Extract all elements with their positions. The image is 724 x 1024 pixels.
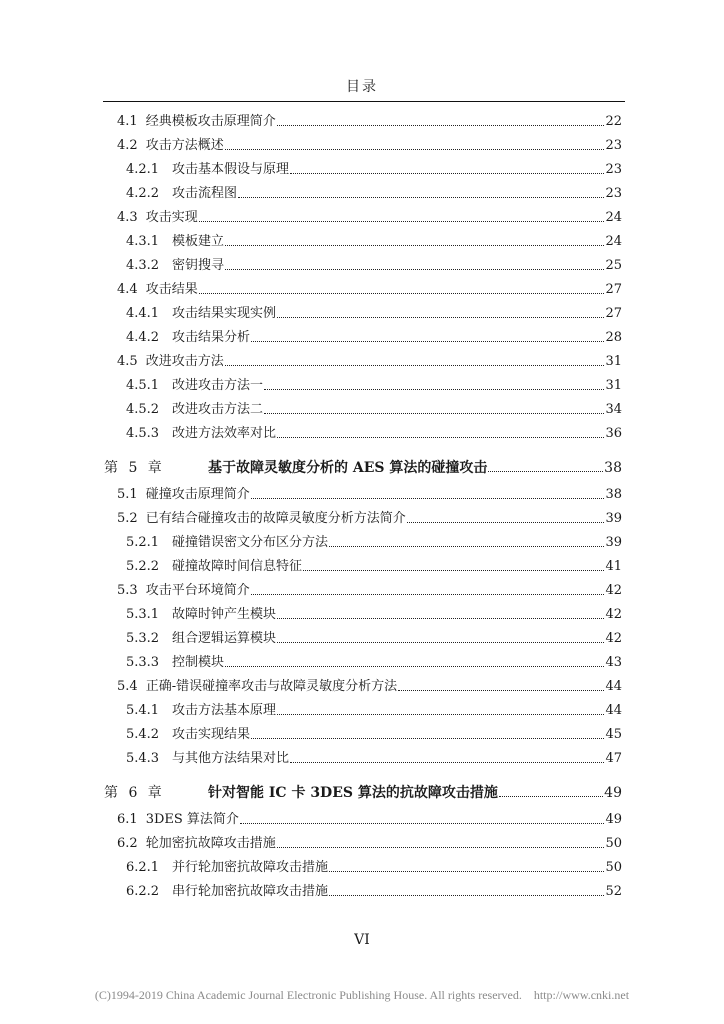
page-number: VI <box>354 932 370 948</box>
toc-entry-title: 攻击结果分析 <box>172 330 251 345</box>
toc-entry-page: 49 <box>604 785 622 801</box>
toc-entry-page: 41 <box>605 559 622 574</box>
toc-dot-leader <box>225 666 604 667</box>
toc-entry-page: 38 <box>605 487 622 502</box>
toc-chapter-entry[interactable] <box>0 452 724 476</box>
toc-entry-title: 改进方法效率对比 <box>172 426 277 441</box>
toc-entry-title: 攻击结果实现实例 <box>172 306 277 321</box>
toc-entry-title: 攻击方法概述 <box>145 138 224 153</box>
toc-subsection-entry[interactable] <box>0 527 724 551</box>
toc-entry-page: 23 <box>605 186 622 201</box>
toc-entry-title: 经典模板攻击原理简介 <box>145 114 276 129</box>
toc-dot-leader <box>329 546 604 547</box>
toc-section-entry[interactable] <box>0 106 724 130</box>
toc-dot-leader <box>398 690 604 691</box>
toc-dot-leader <box>277 125 605 126</box>
toc-dot-leader <box>240 823 605 824</box>
toc-dot-leader <box>407 522 605 523</box>
toc-dot-leader <box>251 594 605 595</box>
toc-entry-page: 23 <box>605 162 622 177</box>
toc-entry-number: 4.4.1 <box>126 306 160 321</box>
toc-subsection-entry[interactable] <box>0 418 724 442</box>
toc-entry-number: 4.3.1 <box>126 234 160 249</box>
toc-entry-number: 6.2.2 <box>126 884 160 899</box>
toc-entry-page: 36 <box>605 426 622 441</box>
toc-entry-number: 4.5.2 <box>126 402 160 417</box>
toc-entry-number: 5.3.2 <box>126 631 160 646</box>
toc-entry-page: 24 <box>605 234 622 249</box>
toc-dot-leader <box>329 895 604 896</box>
toc-entry-number: 5.3 <box>117 583 138 598</box>
toc-subsection-entry[interactable] <box>0 298 724 322</box>
toc-entry-number: 5.4.1 <box>126 703 160 718</box>
toc-dot-leader <box>264 389 604 390</box>
toc-subsection-entry[interactable] <box>0 599 724 623</box>
toc-entry-title: 控制模块 <box>172 655 225 670</box>
toc-entry-title: 攻击平台环境简介 <box>145 583 250 598</box>
toc-entry-number: 4.4 <box>117 282 138 297</box>
toc-entry-page: 39 <box>605 511 622 526</box>
toc-entry-page: 45 <box>605 727 622 742</box>
toc-entry-page: 50 <box>605 860 622 875</box>
toc-dot-leader <box>264 413 604 414</box>
toc-subsection-entry[interactable] <box>0 647 724 671</box>
toc-dot-leader <box>199 293 605 294</box>
toc-entry-title: 针对智能 IC 卡 3DES 算法的抗故障攻击措施 <box>208 785 498 801</box>
toc-entry-page: 22 <box>605 114 622 129</box>
toc-subsection-entry[interactable] <box>0 743 724 767</box>
toc-entry-number: 6.1 <box>117 812 138 827</box>
toc-dot-leader <box>251 738 604 739</box>
toc-entry-page: 50 <box>605 836 622 851</box>
toc-dot-leader <box>277 317 604 318</box>
toc-entry-number: 6.2 <box>117 836 138 851</box>
toc-entry-page: 27 <box>605 282 622 297</box>
toc-entry-title: 故障时钟产生模块 <box>172 607 277 622</box>
toc-entry-title: 串行轮加密抗故障攻击措施 <box>172 884 329 899</box>
toc-section-entry[interactable] <box>0 671 724 695</box>
toc-entry-page: 47 <box>605 751 622 766</box>
toc-entry-title: 攻击结果 <box>145 282 198 297</box>
page-header-title: 目录 <box>346 79 378 95</box>
toc-entry-number: 第 6 章 <box>104 785 165 801</box>
toc-entry-title: 碰撞故障时间信息特征 <box>172 559 303 574</box>
toc-entry-title: 改进攻击方法 <box>145 354 224 369</box>
toc-entry-title: 攻击基本假设与原理 <box>172 162 290 177</box>
toc-subsection-entry[interactable] <box>0 623 724 647</box>
toc-entry-page: 38 <box>604 460 622 476</box>
toc-entry-title: 组合逻辑运算模块 <box>172 631 277 646</box>
toc-entry-page: 39 <box>605 535 622 550</box>
toc-entry-page: 28 <box>605 330 622 345</box>
toc-entry-number: 5.2.2 <box>126 559 160 574</box>
toc-entry-page: 42 <box>605 583 622 598</box>
toc-dot-leader <box>277 437 604 438</box>
toc-entry-page: 42 <box>605 607 622 622</box>
toc-entry-page: 42 <box>605 631 622 646</box>
toc-section-entry[interactable] <box>0 479 724 503</box>
toc-dot-leader <box>199 221 605 222</box>
toc-subsection-entry[interactable] <box>0 394 724 418</box>
toc-dot-leader <box>499 796 603 797</box>
toc-section-entry[interactable] <box>0 130 724 154</box>
toc-entry-page: 31 <box>605 378 622 393</box>
toc-entry-title: 攻击实现 <box>145 210 198 225</box>
toc-dot-leader <box>251 498 605 499</box>
toc-entry-page: 25 <box>605 258 622 273</box>
toc-subsection-entry[interactable] <box>0 551 724 575</box>
toc-entry-title: 密钥搜寻 <box>172 258 225 273</box>
toc-subsection-entry[interactable] <box>0 852 724 876</box>
toc-entry-number: 4.5.3 <box>126 426 160 441</box>
toc-entry-number: 4.2 <box>117 138 138 153</box>
toc-entry-page: 27 <box>605 306 622 321</box>
toc-entry-number: 4.3.2 <box>126 258 160 273</box>
toc-entry-number: 5.4.3 <box>126 751 160 766</box>
toc-entry-title: 模板建立 <box>172 234 225 249</box>
toc-subsection-entry[interactable] <box>0 154 724 178</box>
toc-section-entry[interactable] <box>0 202 724 226</box>
toc-entry-number: 4.5.1 <box>126 378 160 393</box>
copyright-notice: (C)1994-2019 China Academic Journal Electronic Publishing House. All rights reserved. http://www.cnki.net <box>94 988 630 1002</box>
toc-entry-page: 44 <box>605 703 622 718</box>
toc-section-entry[interactable] <box>0 804 724 828</box>
toc-dot-leader <box>225 269 604 270</box>
toc-entry-title: 攻击实现结果 <box>172 727 251 742</box>
toc-entry-number: 4.2.1 <box>126 162 160 177</box>
toc-entry-title: 并行轮加密抗故障攻击措施 <box>172 860 329 875</box>
toc-subsection-entry[interactable] <box>0 876 724 900</box>
toc-entry-number: 5.1 <box>117 487 138 502</box>
toc-entry-page: 52 <box>605 884 622 899</box>
header-rule <box>103 101 625 102</box>
toc-subsection-entry[interactable] <box>0 250 724 274</box>
toc-entry-page: 24 <box>605 210 622 225</box>
toc-entry-title: 与其他方法结果对比 <box>172 751 290 766</box>
toc-entry-number: 4.3 <box>117 210 138 225</box>
toc-dot-leader <box>488 471 603 472</box>
toc-chapter-entry[interactable] <box>0 777 724 801</box>
toc-dot-leader <box>251 341 604 342</box>
toc-dot-leader <box>290 173 604 174</box>
toc-entry-page: 43 <box>605 655 622 670</box>
toc-dot-leader <box>238 197 604 198</box>
toc-entry-number: 5.3.3 <box>126 655 160 670</box>
toc-dot-leader <box>225 245 604 246</box>
toc-entry-number: 4.5 <box>117 354 138 369</box>
toc-entry-page: 23 <box>605 138 622 153</box>
toc-dot-leader <box>277 618 604 619</box>
toc-entry-title: 碰撞错误密文分布区分方法 <box>172 535 329 550</box>
toc-section-entry[interactable] <box>0 503 724 527</box>
toc-entry-page: 34 <box>605 402 622 417</box>
toc-subsection-entry[interactable] <box>0 695 724 719</box>
toc-dot-leader <box>277 642 604 643</box>
toc-entry-title: 改进攻击方法一 <box>172 378 264 393</box>
toc-entry-number: 5.3.1 <box>126 607 160 622</box>
toc-section-entry[interactable] <box>0 274 724 298</box>
toc-dot-leader <box>277 847 605 848</box>
toc-entry-number: 5.2.1 <box>126 535 160 550</box>
toc-entry-title: 3DES 算法简介 <box>145 812 239 827</box>
toc-dot-leader <box>290 762 604 763</box>
toc-section-entry[interactable] <box>0 346 724 370</box>
toc-entry-page: 49 <box>605 812 622 827</box>
toc-dot-leader <box>225 365 605 366</box>
toc-entry-title: 改进攻击方法二 <box>172 402 264 417</box>
toc-entry-page: 31 <box>605 354 622 369</box>
toc-dot-leader <box>303 570 604 571</box>
toc-entry-title: 攻击流程图 <box>172 186 238 201</box>
toc-entry-title: 正确-错误碰撞率攻击与故障灵敏度分析方法 <box>145 679 398 694</box>
toc-subsection-entry[interactable] <box>0 322 724 346</box>
toc-entry-number: 4.2.2 <box>126 186 160 201</box>
toc-subsection-entry[interactable] <box>0 719 724 743</box>
toc-entry-title: 已有结合碰撞攻击的故障灵敏度分析方法简介 <box>145 511 406 526</box>
toc-dot-leader <box>277 714 604 715</box>
toc-subsection-entry[interactable] <box>0 370 724 394</box>
toc-entry-title: 基于故障灵敏度分析的 AES 算法的碰撞攻击 <box>208 460 488 476</box>
toc-entry-number: 5.4.2 <box>126 727 160 742</box>
toc-subsection-entry[interactable] <box>0 226 724 250</box>
toc-entry-number: 5.4 <box>117 679 138 694</box>
toc-entry-number: 5.2 <box>117 511 138 526</box>
toc-entry-title: 轮加密抗故障攻击措施 <box>145 836 276 851</box>
toc-entry-page: 44 <box>605 679 622 694</box>
toc-entry-title: 碰撞攻击原理简介 <box>145 487 250 502</box>
toc-subsection-entry[interactable] <box>0 178 724 202</box>
toc-entry-number: 第 5 章 <box>104 460 165 476</box>
toc-section-entry[interactable] <box>0 575 724 599</box>
toc-section-entry[interactable] <box>0 828 724 852</box>
toc-dot-leader <box>329 871 604 872</box>
toc-entry-number: 4.4.2 <box>126 330 160 345</box>
toc-entry-title: 攻击方法基本原理 <box>172 703 277 718</box>
toc-dot-leader <box>225 149 605 150</box>
toc-entry-number: 4.1 <box>117 114 138 129</box>
toc-entry-number: 6.2.1 <box>126 860 160 875</box>
